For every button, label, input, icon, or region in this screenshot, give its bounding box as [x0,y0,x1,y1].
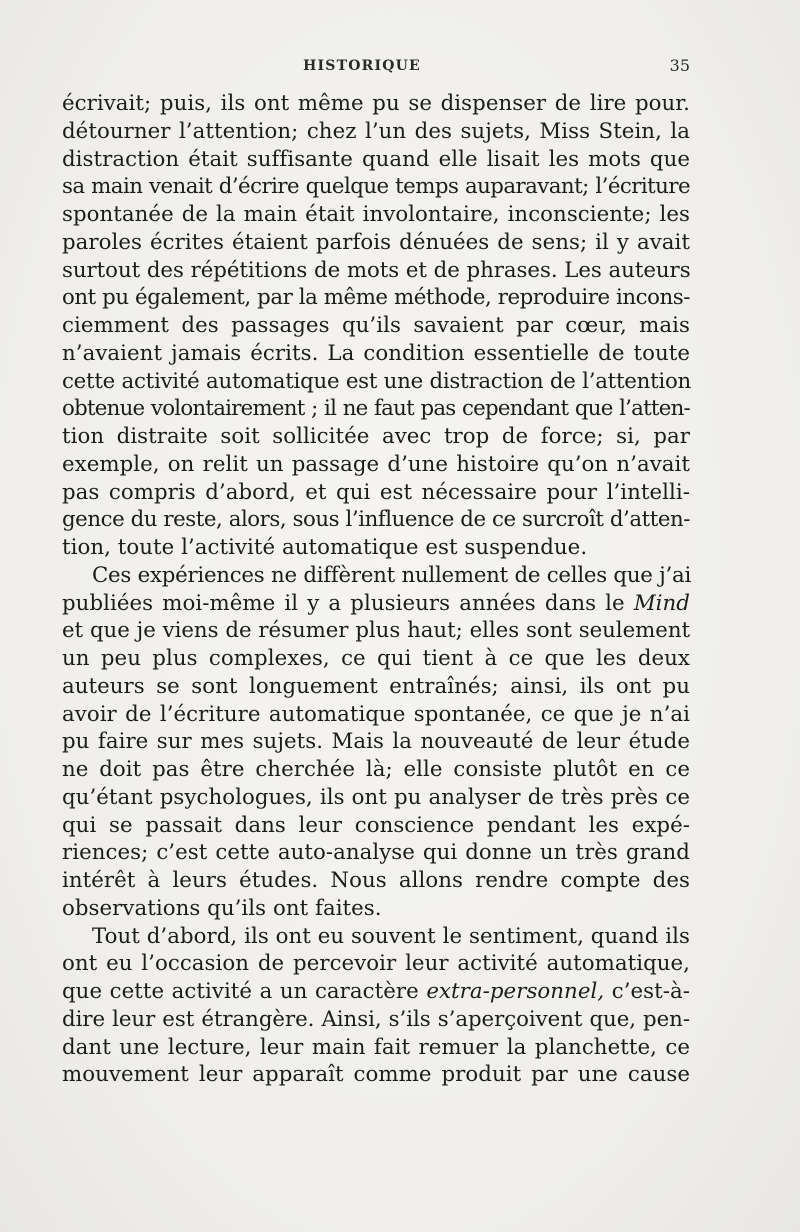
text-line: Tout d’abord, ils ont eu souvent le sentiment, quand ils [92,923,690,949]
journal-title-italic: Mind [633,590,690,616]
text-line: intérêt à leurs études. Nous allons rendre compte des [62,868,690,893]
text-line: qui se passait dans leur conscience pendant les expé- [62,812,690,838]
body-text [62,90,690,1089]
page-number: 35 [669,56,690,75]
running-head [62,58,690,82]
text-line: auteurs se sont longuement entraînés; ainsi, ils ont pu [62,673,690,699]
italic-term: extra-personnel, [426,979,605,1004]
text-line: avoir de l’écriture automatique spontanée, ce que je n’ai [62,701,690,727]
text-line: spontanée de la main était involontaire, inconsciente; les [62,202,690,227]
text-line: ont eu l’occasion de percevoir leur activité automatique, [62,951,690,977]
text-line: paroles écrites étaient parfois dénuées de sens; il y avait [62,229,690,255]
text-line: gence du reste, alors, sous l’influence de ce surcroît d’atten- [62,507,690,533]
text-line: dire leur est étrangère. Ainsi, s’ils s’aperçoivent que, pen- [62,1006,690,1032]
text-segment: c’est-à- [611,979,690,1004]
text-line: mouvement leur apparaît comme produit par une cause [62,1062,690,1088]
text-line: surtout des répétitions de mots et de phrases. Les auteurs [62,257,691,283]
text-line: ne doit pas être cherchée là; elle consiste plutôt en ce [62,757,690,782]
text-line: cette activité automatique est une distraction de l’attention [62,368,692,394]
text-line: distraction était suffisante quand elle lisait les mots que [62,146,690,172]
text-line: un peu plus complexes, ce qui tient à ce que les deux [62,646,690,671]
text-line: tion, toute l’activité automatique est suspendue. [62,535,588,560]
text-segment: publiées moi-même il y a plusieurs années dans le [62,590,625,616]
text-segment: que cette activité a un caractère [62,979,419,1004]
text-line: pas compris d’abord, et qui est nécessaire pour l’intelli- [62,479,690,505]
text-line [62,978,690,1006]
text-line: dant une lecture, leur main fait remuer la planchette, ce [62,1034,690,1060]
text-line: qu’étant psychologues, ils ont pu analyser de très près ce [62,784,690,810]
text-line: riences; c’est cette auto-analyse qui donne un très grand [62,840,690,866]
text-line: détourner l’attention; chez l’un des sujets, Miss Stein, la [62,118,690,144]
text-line: obtenue volontairement ; il ne faut pas cependant que l’atten- [62,396,690,422]
text-line: exemple, on relit un passage d’une histoire qu’on n’avait [62,451,690,477]
running-head-title: HISTORIQUE [303,58,421,74]
text-line [62,590,690,618]
text-line: tion distraite soit sollicitée avec trop de force; si, par [62,424,690,449]
text-line: écrivait; puis, ils ont même pu se dispenser de lire pour. [62,91,690,116]
text-line: pu faire sur mes sujets. Mais la nouveauté de leur étude [62,729,690,755]
text-line: et que je viens de résumer plus haut; elles sont seulement [62,618,690,644]
text-line: n’avaient jamais écrits. La condition essentielle de toute [62,340,690,366]
text-line: Ces expériences ne diffèrent nullement de celles que j’ai [92,562,692,588]
text-line: ont pu également, par la même méthode, reproduire incons- [62,285,690,311]
text-line: ciemment des passages qu’ils savaient par cœur, mais [62,313,690,338]
text-line: observations qu’ils ont faites. [62,895,382,921]
text-line: sa main venait d’écrire quelque temps auparavant; l’écriture [62,174,690,200]
